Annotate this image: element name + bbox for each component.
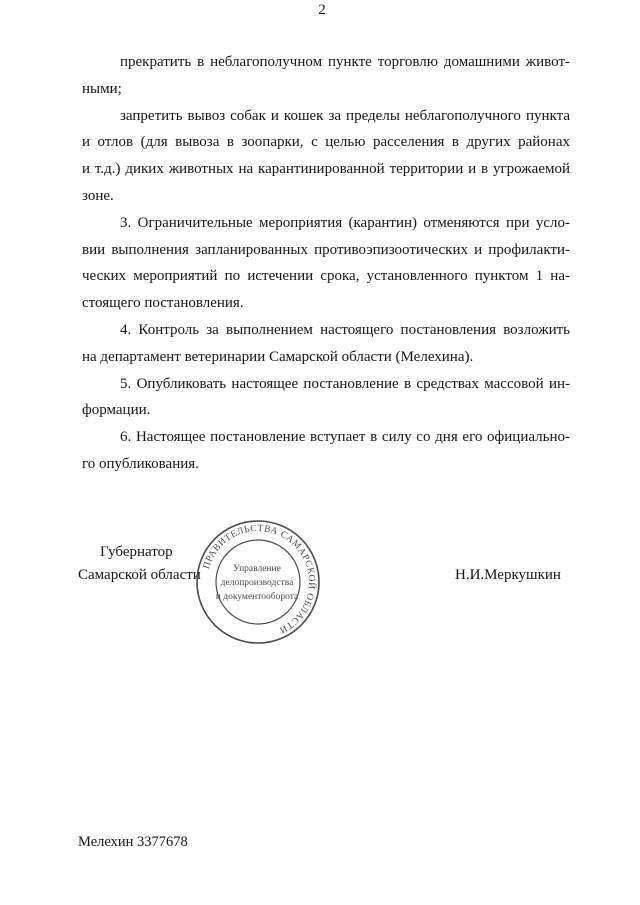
stamp-ring-text: ПРАВИТЕЛЬСТВА САМАРСКОЙ ОБЛАСТИ (201, 523, 317, 635)
paragraph-line: ческих мероприятий по истечении срока, установленного пунктом 1 на- (82, 268, 570, 285)
official-stamp (192, 516, 324, 648)
signatory-position: Губернатор (100, 544, 173, 560)
stamp-inner-line: делопроизводства (220, 578, 294, 588)
paragraph-line: запретить вывоз собак и кошек за пределы неблагополучного пункта (120, 107, 570, 124)
paragraph-line: 3. Ограничительные мероприятия (карантин) отменяются при усло- (120, 214, 570, 231)
paragraph-line: вии выполнения запланированных противоэпизоотических и профилакти- (82, 241, 570, 258)
stamp-inner-line: и документооборота (215, 592, 299, 602)
signatory-name: Н.И.Меркушкин (455, 567, 561, 583)
paragraph-line: 5. Опубликовать настоящее постановление в средствах массовой ин- (120, 375, 570, 392)
paragraph-line: зоне. (82, 187, 114, 204)
paragraph (82, 424, 570, 478)
paragraph-line: стоящего постановления. (82, 295, 244, 312)
paragraph-line: и отлов (для вывоза в зоопарки, с целью расселения в других районах (82, 134, 570, 151)
paragraph-line: формации. (82, 402, 151, 419)
paragraph-line: прекратить в неблагополучном пункте торговлю домашними живот- (120, 54, 570, 70)
signatory-region: Самарской области (78, 567, 201, 583)
paragraph-line: ными; (82, 80, 122, 97)
document-body (82, 49, 570, 478)
paragraph (82, 49, 570, 103)
paragraph-line: и т.д.) диких животных на карантинированной территории и в угрожаемой (82, 161, 570, 178)
paragraph-line: 6. Настоящее постановление вступает в силу со дня его официально- (120, 429, 570, 446)
paragraph (82, 103, 570, 210)
paragraph-line: 4. Контроль за выполнением настоящего постановления возложить (120, 321, 570, 338)
paragraph-line: го опубликования. (82, 455, 199, 472)
paragraph-line: на департамент ветеринарии Самарской области (Мелехина). (82, 348, 474, 365)
page-number: 2 (318, 2, 326, 18)
stamp-inner-line: Управление (233, 564, 281, 574)
paragraph (82, 210, 570, 317)
paragraph (82, 317, 570, 371)
executor-contact: Мелехин 3377678 (78, 834, 188, 850)
paragraph (82, 371, 570, 425)
